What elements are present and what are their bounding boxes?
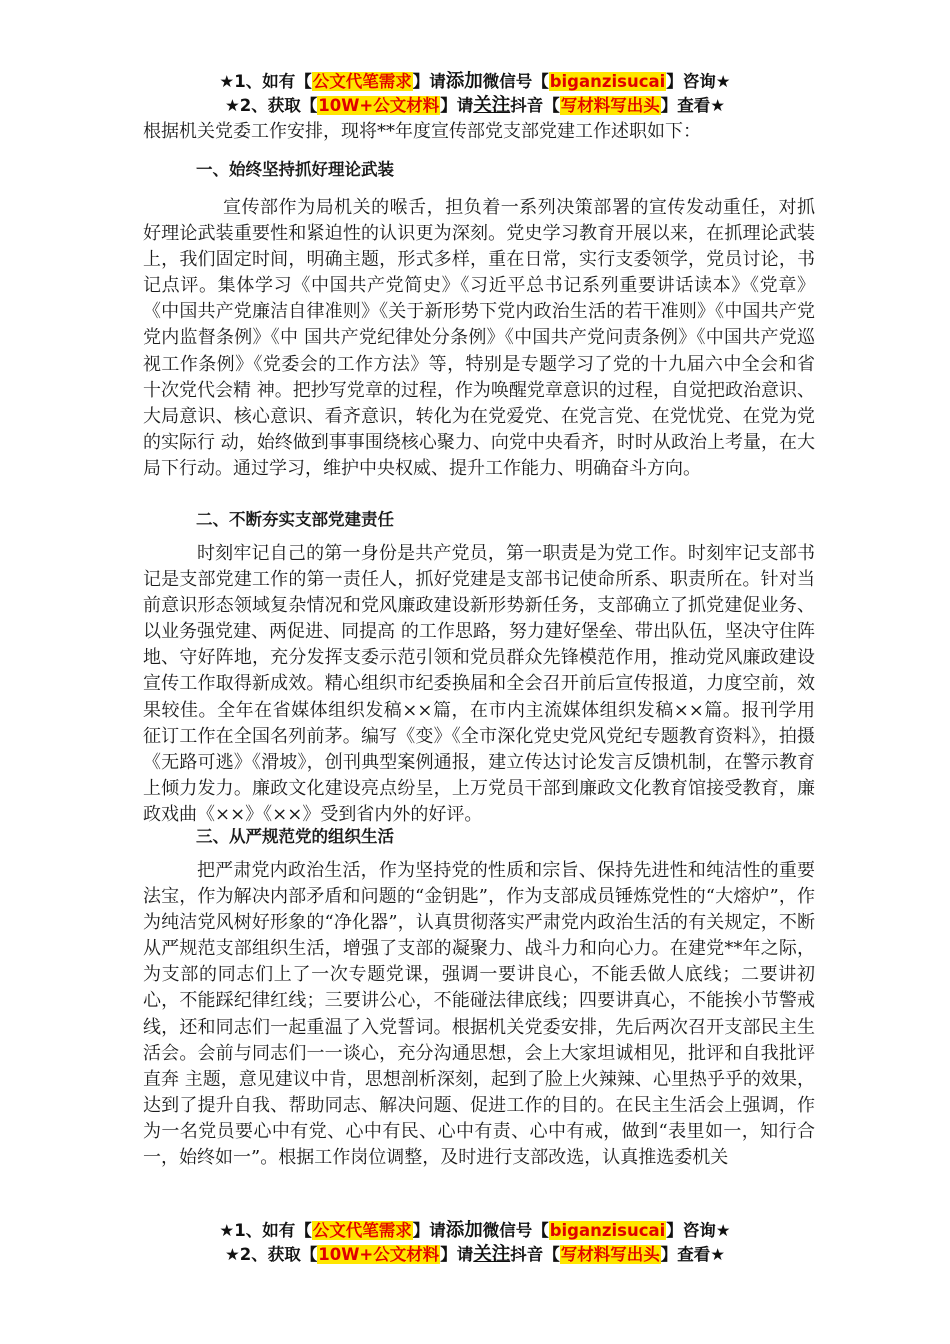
section-body-3 [143,858,815,1210]
douyin-id-highlight: 写材料写出头 [560,1245,660,1264]
highlight-text: 10W+公文材料 [318,1245,440,1264]
promo-text: 】查看★ [660,1245,726,1264]
emphasis-text: 关注 [473,1244,511,1265]
emphasis-text: 关注 [473,95,511,116]
paragraph: 宣传部作为局机关的喉舌，担负着一系列决策部署的宣传发动重任，对抓好理论武装重要性和紧迫性的认识更为深刻。党史学习教育开展以来，在抓理论武装上，我们固定时间，明确主题，形式多样，重在日常，实行支委领学，党员讨论，书记点评。集体学习《中国共产党简史》《习近平总书记系列重要讲话读本》《党章》《中国共产党廉洁自律准则》《关于新形势下党内政治生活的若干准则》《中国共产党党内监督条例》《中 国共产党纪律处分条例》《中国共产党问责条例》《中国共产党巡视工作条例》《党委会的工作方法》等，特别是专题学习了党的十九届六中全会和省十次党代会精 神。把抄写党章的过程，作为唤醒党章意识的过程，自觉把政治意识、大局意识、核心意识、看齐意识，转化为在党爱党、在党言党、在党忧党、在党为党的实际行 动，始终做到事事围绕核心聚力、向党中央看齐，时时从政治上考量，在大局下行动。通过学习，维护中央权威、提升工作能力、明确奋斗方向。 [143,197,815,479]
promo-line-2 [0,1243,950,1267]
paragraph: 把严肃党内政治生活，作为坚持党的性质和宗旨、保持先进性和纯洁性的重要法宝，作为解决内部矛盾和问题的“金钥匙”，作为支部成员锤炼党性的“大熔炉”，作为纯洁党风树好形象的“净化器”，认真贯彻落实严肃党内政治生活的有关规定，不断从严规范支部组织生活，增强了支部的凝聚力、战斗力和向心力。在建党**年之际，为支部的同志们上了一次专题党课，强调一要讲良心，不能丢做人底线；二要讲初心，不能踩纪律红线；三要讲公心，不能碰法律底线；四要讲真心，不能挨小节警戒线，还和同志们一起重温了入党誓词。根据机关党委安排，先后两次召开支部民主生活会。会前与同志们一一谈心，充分沟通思想，会上大家坦诚相见，批评和自我批评直奔 主题，意见建议中肯，思想剖析深刻，起到了脸上火辣辣、心里热乎乎的效果，达到了提升自我、帮助同志、解决问题、促进工作的目的。在民主生活会上强调，作为一名党员要心中有党、心中有民、心中有责、心中有戒，做到“表里如一，知行合一，始终如一”。根据工作岗位调整，及时进行支部改选，认真推选委机关 [143,860,815,1169]
promo-line-2 [0,94,950,118]
promo-text: 】请 [440,96,474,115]
promo-banner-top [0,70,950,118]
promo-banner-bottom [0,1219,950,1267]
promo-text: ★1、如有【 [219,72,312,91]
section-body-2 [143,541,815,828]
highlight-text: 公文代笔需求 [312,1221,412,1240]
promo-text: 】请 [440,1245,474,1264]
promo-text: 】咨询★ [666,72,731,91]
section-body-1 [143,195,815,482]
promo-line-1 [0,70,950,94]
promo-text: 】查看★ [660,96,726,115]
promo-text: 微信号【 [482,1221,549,1240]
paragraph: 时刻牢记自己的第一身份是共产党员，第一职责是为党工作。时刻牢记支部书记是支部党建工作的第一责任人，抓好党建是支部书记使命所系、职责所在。针对当前意识形态领域复杂情况和党风廉政建设新形势新任务，支部确立了抓党建促业务、以业务强党建、两促进、同提高 的工作思路，努力建好堡垒、带出队伍，坚决守住阵地、守好阵地，充分发挥支委示范引领和党员群众先锋模范作用，推动党风廉政建设宣传工作取得新成效。精心组织市纪委换届和全会召开前后宣传报道，力度空前，效果较佳。全年在省媒体组织发稿××篇，在市内主流媒体组织发稿××篇。报刊学用征订工作在全国名列前茅。编写《变》《全市深化党史党风党纪专题教育资料》，拍摄《无路可逃》《滑坡》，创刊典型案例通报，建立传达讨论发言反馈机制，在警示教育上倾力发力。廉政文化建设亮点纷呈，上万党员干部到廉政文化教育馆接受教育，廉政戏曲《××》《××》受到省内外的好评。 [143,543,815,825]
wechat-id-highlight: biganzisucai [549,72,666,91]
highlight-text: 公文代笔需求 [312,72,412,91]
promo-text: 微信号【 [482,72,549,91]
promo-text: 】请 [412,1221,446,1240]
intro-paragraph: 根据机关党委工作安排，现将**年度宣传部党支部党建工作述职如下： [143,121,701,142]
promo-text: 抖音【 [510,1245,560,1264]
promo-text: ★2、获取【 [224,1245,318,1264]
section-heading-1: 一、始终坚持抓好理论武装 [196,160,394,179]
promo-text: ★2、获取【 [224,96,318,115]
promo-line-1 [0,1219,950,1243]
promo-text: 】咨询★ [666,1221,731,1240]
promo-text: ★1、如有【 [219,1221,312,1240]
emphasis-text: 添加 [445,1220,483,1241]
douyin-id-highlight: 写材料写出头 [560,96,660,115]
promo-text: 抖音【 [510,96,560,115]
emphasis-text: 添加 [445,71,483,92]
section-heading-3: 三、从严规范党的组织生活 [196,827,394,846]
promo-text: 】请 [412,72,446,91]
section-heading-2: 二、不断夯实支部党建责任 [196,510,394,529]
highlight-text: 10W+公文材料 [318,96,440,115]
wechat-id-highlight: biganzisucai [549,1221,666,1240]
